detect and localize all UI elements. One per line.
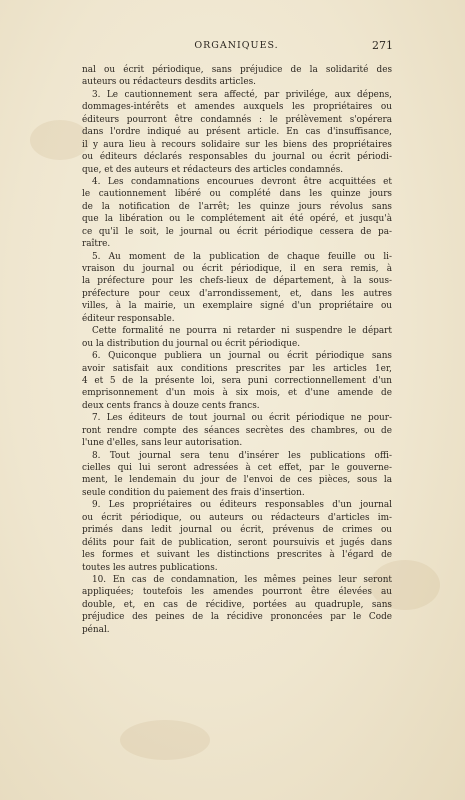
running-head [80,40,393,56]
text-line: que la libération ou le complétement ait été opéré, et jusqu'à [82,214,392,225]
text-line: seule condition du paiement des frais d'insertion. [82,487,305,498]
text-line: délits pour fait de publication, seront poursuivis et jugés dans [82,537,392,548]
text-line: dommages-intérêts et amendes auxquels les propriétaires ou [82,102,392,113]
text-line: ou éditeurs déclarés responsables du journal ou écrit périodi- [82,152,392,163]
text-line: ment, le lendemain du jour de l'envoi de ces pièces, sous la [82,475,392,486]
page-number: 271 [372,39,393,52]
text-line: villes, à la mairie, un exemplaire signé d'un propriétaire ou [82,301,392,312]
paper-stain [120,720,210,760]
text-line: double, et, en cas de récidive, portées au quadruple, sans [82,599,392,610]
text-line: toutes les autres publications. [82,562,218,573]
text-line: ou écrit périodique, ou auteurs ou rédacteurs d'articles im- [82,512,392,523]
text-line: 8. Tout journal sera tenu d'insérer les publications offi- [92,450,392,461]
text-line: éditeurs pourront être condamnés : le prélèvement s'opérera [82,114,392,125]
text-line: deux cents francs à douze cents francs. [82,400,260,411]
text-line: nal ou écrit périodique, sans préjudice de la solidarité des [82,65,392,75]
text-line: auteurs ou rédacteurs desdits articles. [82,77,256,88]
text-line: 10. En cas de condamnation, les mêmes peines leur seront [92,574,392,585]
text-line: Cette formalité ne pourra ni retarder ni suspendre le départ [92,326,392,337]
text-line: les formes et suivant les distinctions prescrites à l'égard de [82,550,392,561]
text-line: il y aura lieu à recours solidaire sur les biens des propriétaires [82,139,392,150]
text-line: l'une d'elles, sans leur autorisation. [82,438,243,449]
text-line: la préfecture pour les chefs-lieux de département, à la sous- [82,276,392,287]
text-line: ront rendre compte des séances secrètes des chambres, ou de [82,425,392,436]
text-line: 5. Au moment de la publication de chaque feuille ou li- [92,251,392,262]
text-line: 4. Les condamnations encourues devront être acquittées et [92,176,392,187]
text-line: de la notification de l'arrêt; les quinze jours révolus sans [82,201,392,212]
text-line: préfecture pour ceux d'arrondissement, et, dans les autres [82,288,392,299]
paper-stain [30,120,90,160]
text-line: que, et des auteurs et rédacteurs des articles condamnés. [82,164,344,175]
text-line: dans l'ordre indiqué au présent article. En cas d'insuffisance, [82,127,392,138]
text-line: avoir satisfait aux conditions prescrites par les articles 1er, [82,363,392,374]
text-line: 9. Les propriétaires ou éditeurs responsables d'un journal [92,500,392,511]
text-line: emprisonnement d'un mois à six mois, et d'une amende de [82,388,392,399]
body-text [82,64,392,636]
text-line: primés dans ledit journal ou écrit, prévenus de crimes ou [82,525,392,536]
text-line: appliquées; toutefois les amendes pourront être élevées au [82,587,392,598]
text-line: 3. Le cautionnement sera affecté, par privilége, aux dépens, [92,89,392,100]
text-line: ce qu'il le soit, le journal ou écrit périodique cessera de pa- [82,226,392,237]
running-title: ORGANIQUES. [194,40,279,51]
text-line: 7. Les éditeurs de tout journal ou écrit périodique ne pour- [92,413,392,424]
text-line: ou la distribution du journal ou écrit périodique. [82,338,301,349]
text-line: vraison du journal ou écrit périodique, il en sera remis, à [82,264,392,274]
text-line: le cautionnement libéré ou complété dans les quinze jours [82,189,392,200]
text-line: raître. [82,239,111,250]
text-line: cielles qui lui seront adressées à cet effet, par le gouverne- [82,463,392,473]
text-line: éditeur responsable. [82,313,175,324]
text-line: 6. Quiconque publiera un journal ou écrit périodique sans [92,351,392,362]
text-line: préjudice des peines de la récidive prononcées par le Code [82,612,392,623]
text-line: pénal. [82,624,110,635]
text-line: 4 et 5 de la présente loi, sera puni correctionnellement d'un [82,375,392,386]
